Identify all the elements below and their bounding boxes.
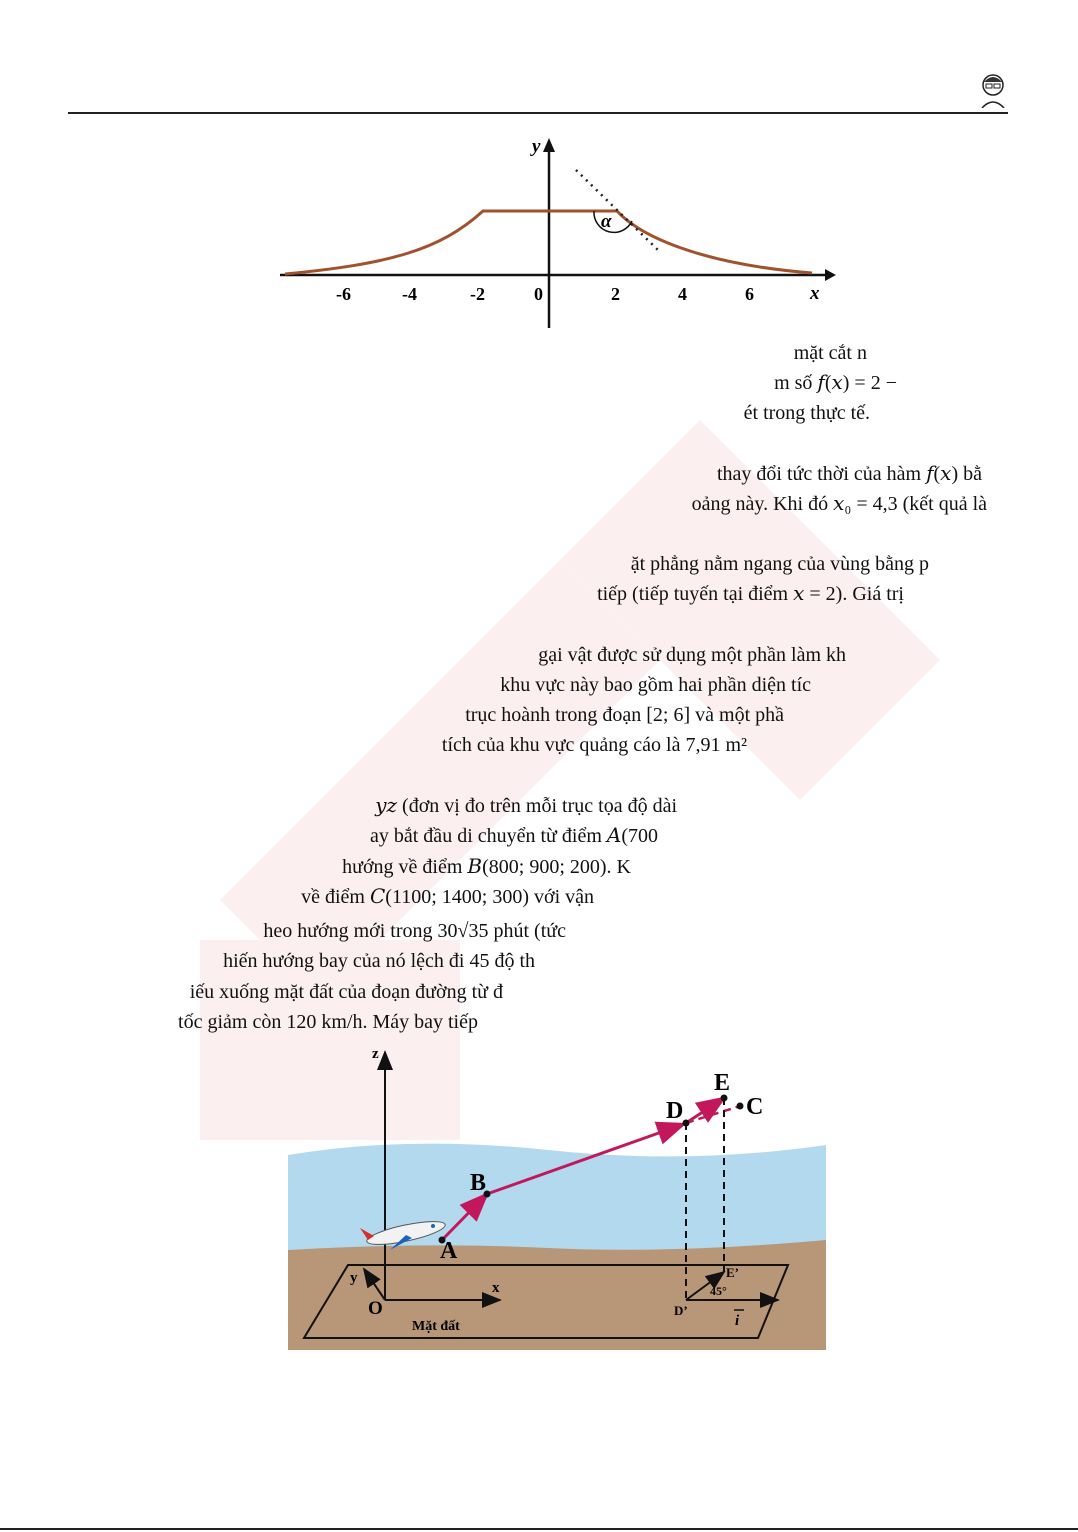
ground-label: Mặt đất	[412, 1319, 460, 1334]
text-line: hướng về điểm 𝐵(800; 900; 200). K	[342, 856, 631, 878]
x-tick-label: 0	[534, 284, 543, 304]
point-d	[683, 1120, 690, 1127]
x-tick-label: -6	[336, 284, 351, 304]
origin-label: O	[368, 1298, 383, 1319]
function-graph	[280, 132, 840, 332]
text-line: tốc giảm còn 120 km/h. Máy bay tiếp	[178, 1011, 478, 1033]
x-tick-label: -4	[402, 284, 417, 304]
x-axis-label: x	[810, 283, 820, 304]
y-axis-label: y	[350, 1270, 358, 1286]
text-line: ét trong thực tế.	[743, 402, 870, 424]
text-line: mặt cắt n	[793, 342, 867, 364]
x-tick-label: 6	[745, 284, 754, 304]
angle-arc	[594, 211, 632, 232]
text-line: trục hoành trong đoạn [2; 6] và một phầ	[465, 704, 784, 726]
text-line: ay bắt đầu di chuyển từ điểm 𝐴(700	[370, 825, 658, 847]
header-rule	[68, 112, 1008, 114]
point-c-label: C	[746, 1094, 764, 1120]
text-line: thay đổi tức thời của hàm 𝑓(𝑥) bằ	[716, 463, 982, 485]
point-e-prime-label: E’	[726, 1265, 739, 1280]
x-tick-label: -2	[470, 284, 485, 304]
text-line: hiến hướng bay của nó lệch đi 45 độ th	[223, 950, 535, 972]
point-e-label: E	[714, 1070, 731, 1096]
point-b-label: B	[470, 1170, 487, 1196]
point-a-label: A	[440, 1238, 458, 1264]
author-avatar	[978, 72, 1008, 108]
point-c	[737, 1103, 744, 1110]
path-d-to-e	[686, 1098, 724, 1123]
vector-i-label: i	[735, 1313, 740, 1329]
text-line: khu vực này bao gồm hai phần diện tíc	[500, 674, 811, 696]
flight-path-diagram	[288, 1040, 826, 1350]
footer-rule	[0, 1528, 1078, 1530]
point-d-prime-label: D’	[674, 1303, 688, 1318]
angle-label: 45°	[710, 1284, 727, 1298]
text-line: 𝑦𝑧 (đơn vị đo trên mỗi trục tọa độ dài	[375, 795, 677, 817]
y-axis-arrow	[543, 138, 555, 152]
text-line: tiếp (tiếp tuyến tại điểm 𝑥 = 2). Giá trị	[597, 583, 904, 605]
y-axis-label: y	[532, 136, 541, 157]
x-tick-label: 2	[611, 284, 620, 304]
ground-background	[288, 1240, 826, 1350]
x-axis-arrow	[825, 269, 836, 281]
point-d-label: D	[666, 1098, 684, 1124]
text-line: tích của khu vực quảng cáo là 7,91 m²	[441, 734, 747, 756]
text-line: ặt phẳng nằm ngang của vùng bằng p	[630, 553, 929, 575]
text-line: heo hướng mới trong 30√35 phút (tức	[263, 920, 566, 942]
angle-label: α	[601, 211, 612, 232]
text-line: oảng này. Khi đó 𝑥₀ = 4,3 (kết quả là	[691, 493, 987, 515]
text-line: về điểm 𝐶(1100; 1400; 300) với vận	[301, 886, 594, 908]
z-axis-label: z	[372, 1046, 379, 1062]
text-line: m số 𝑓(𝑥) = 2 −	[774, 372, 897, 394]
text-line: iếu xuống mặt đất của đoạn đường từ đ	[189, 981, 503, 1003]
text-line: gại vật được sử dụng một phần làm kh	[538, 644, 846, 666]
x-tick-label: 4	[678, 284, 687, 304]
path-d-to-c	[686, 1106, 740, 1123]
x-axis-label: x	[492, 1280, 500, 1296]
